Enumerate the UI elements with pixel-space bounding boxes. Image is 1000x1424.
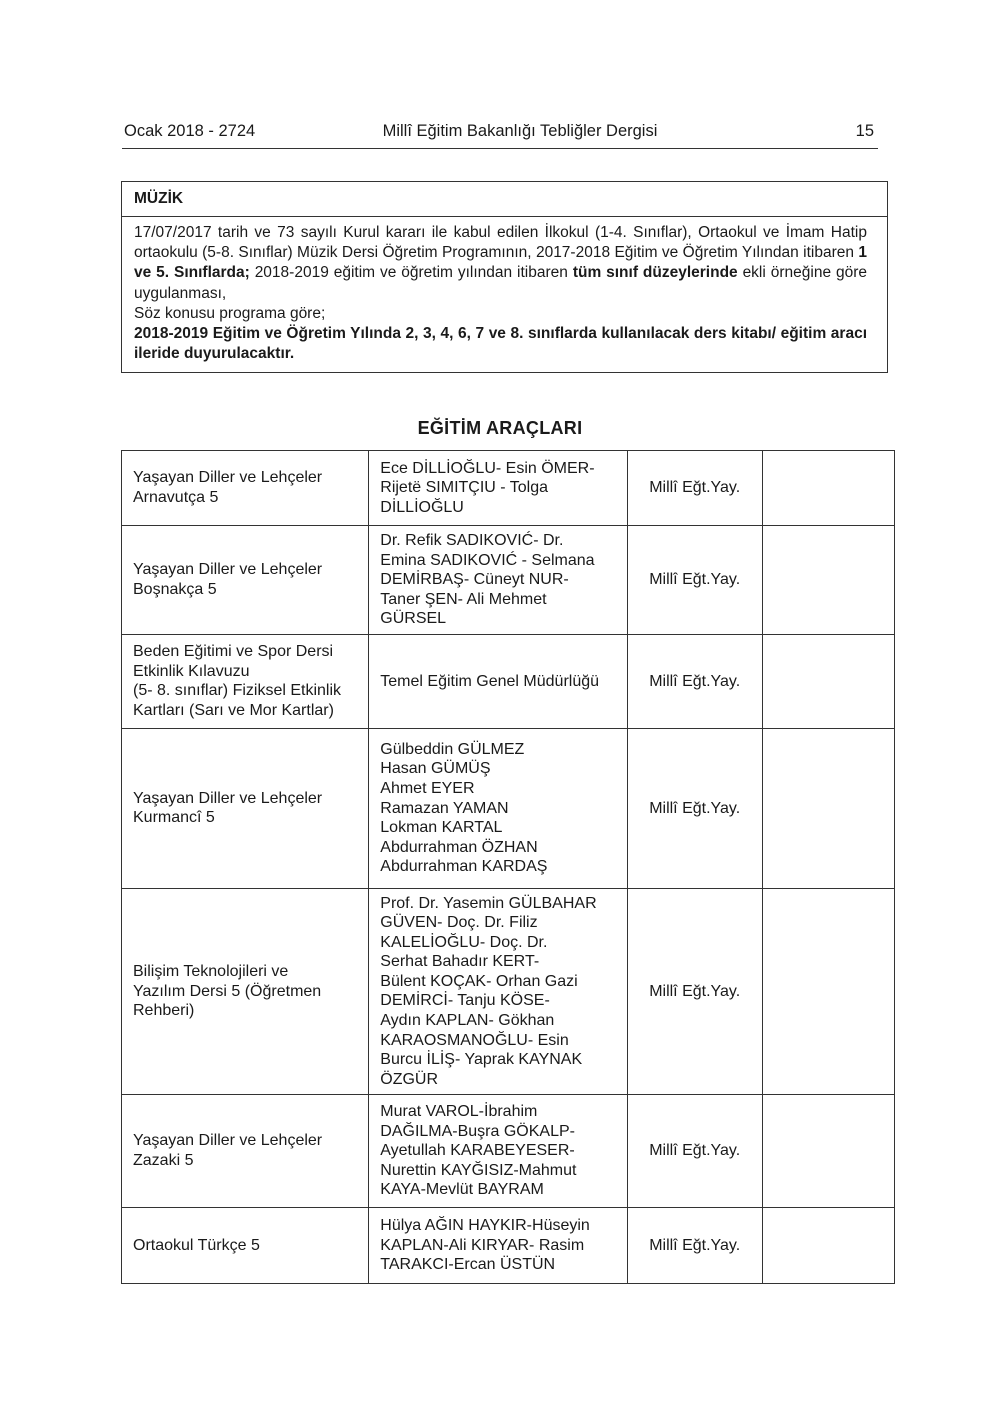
author-line: Temel Eğitim Genel Müdürlüğü <box>380 672 600 690</box>
author-line: Abdurrahman ÖZHAN <box>380 838 538 856</box>
tool-name-line: Yaşayan Diller ve Lehçeler <box>133 561 323 579</box>
author-line: Taner ŞEN- Ali Mehmet <box>380 590 547 608</box>
muzik-text: 2018-2019 eğitim ve öğretim yılından itibaren <box>249 264 573 282</box>
author-line: Ahmet EYER <box>380 780 475 798</box>
table-row <box>122 728 895 888</box>
tool-name-cell <box>122 526 369 635</box>
page-number: 15 <box>855 122 874 140</box>
tool-name-line: Arnavutça 5 <box>133 489 219 506</box>
author-line: TARAKCI-Ercan ÜSTÜN <box>380 1256 556 1274</box>
section-title: EĞİTİM ARAÇLARI <box>417 418 583 438</box>
author-line: Ramazan YAMAN <box>380 799 509 817</box>
tool-name-cell <box>122 1094 369 1207</box>
table-row <box>122 1207 895 1283</box>
empty-cell <box>762 634 894 728</box>
publisher-label: Millî Eğt.Yay. <box>649 479 741 497</box>
author-line: Murat VAROL-İbrahim <box>380 1102 538 1120</box>
author-line: Hasan GÜMÜŞ <box>380 760 491 778</box>
tool-name-line: Zazaki 5 <box>133 1151 194 1169</box>
author-line: Gülbeddin GÜLMEZ <box>380 740 525 758</box>
muzik-notice-box <box>121 181 888 373</box>
empty-cell <box>762 728 894 888</box>
empty-cell <box>762 526 894 635</box>
publisher-label: Millî Eğt.Yay. <box>649 672 741 690</box>
author-line: Lokman KARTAL <box>380 819 503 837</box>
muzik-paragraph-2: Söz konusu programa göre; <box>134 304 326 322</box>
author-line: KALELİOĞLU- Doç. Dr. <box>380 933 548 951</box>
author-line: Aydın KAPLAN- Gökhan <box>380 1012 555 1030</box>
authors-cell <box>369 451 628 526</box>
author-line: GÜRSEL <box>380 610 447 628</box>
author-line: DİLLİOĞLU <box>380 498 464 516</box>
tool-name-line: Yazılım Dersi 5 (Öğretmen <box>133 982 322 1000</box>
publisher-cell <box>627 1094 762 1207</box>
tool-name-line: Yaşayan Diller ve Lehçeler <box>133 1132 323 1150</box>
author-line: Dr. Refik SADIKOVIĆ- Dr. <box>380 532 564 549</box>
muzik-text: 17/07/2017 tarih ve 73 sayılı Kurul kararı ile kabul edilen İlkokul (1-4. Sınıflar), Ortaokul ve İmam Hatip ortaokulu (5-8. Sınıflar) Müzik Dersi Öğretim Programının, 2017-2018 Eğitim ve Öğretim Yılından itibaren <box>134 224 867 262</box>
publisher-label: Millî Eğt.Yay. <box>649 1142 741 1160</box>
muzik-bold-text: 1 ve 5. Sınıflarda; <box>134 244 867 282</box>
tool-name-line: Etkinlik Kılavuzu <box>133 662 250 680</box>
table-row <box>122 634 895 728</box>
author-line: Bülent KOÇAK- Orhan Gazi <box>380 972 578 990</box>
authors-cell <box>369 526 628 635</box>
publisher-cell <box>627 888 762 1094</box>
author-line: Serhat Bahadır KERT- <box>380 953 540 971</box>
tool-name-line: (5- 8. sınıflar) Fiziksel Etkinlik <box>133 682 342 700</box>
authors-cell <box>369 728 628 888</box>
muzik-paragraph-1 <box>134 223 867 304</box>
tool-name-line: Beden Eğitimi ve Spor Dersi <box>133 643 334 661</box>
author-line: Hülya AĞIN HAYKIR-Hüseyin <box>380 1217 590 1235</box>
author-line: Abdurrahman KARDAŞ <box>380 858 548 876</box>
tool-name-line: Bilişim Teknolojileri ve <box>133 963 289 981</box>
publisher-cell <box>627 1207 762 1283</box>
authors-cell <box>369 1207 628 1283</box>
table-row <box>122 1094 895 1207</box>
empty-cell <box>762 1094 894 1207</box>
page-header <box>122 120 878 149</box>
muzik-title: MÜZİK <box>122 182 887 217</box>
tool-name-cell <box>122 728 369 888</box>
author-line: GÜVEN- Doç. Dr. Filiz <box>380 914 538 932</box>
publisher-label: Millî Eğt.Yay. <box>649 799 741 817</box>
tool-name-line: Rehberi) <box>133 1002 195 1020</box>
author-line: Ece DİLLİOĞLU- Esin ÖMER- <box>380 459 595 477</box>
empty-cell <box>762 451 894 526</box>
author-line: Ayetullah KARABEYESER- <box>380 1142 575 1160</box>
empty-cell <box>762 1207 894 1283</box>
table-row <box>122 888 895 1094</box>
tool-name-line: Yaşayan Diller ve Lehçeler <box>133 469 323 487</box>
tool-name-line: Kurmancî 5 <box>133 809 215 827</box>
publisher-label: Millî Eğt.Yay. <box>649 571 741 589</box>
author-line: Burcu İLİŞ- Yaprak KAYNAK <box>380 1051 583 1069</box>
tool-name-line: Ortaokul Türkçe 5 <box>133 1236 260 1254</box>
publisher-cell <box>627 728 762 888</box>
authors-cell <box>369 634 628 728</box>
author-line: Prof. Dr. Yasemin GÜLBAHAR <box>380 894 597 912</box>
publisher-label: Millî Eğt.Yay. <box>649 982 741 1000</box>
author-line: KAYA-Mevlüt BAYRAM <box>380 1181 544 1199</box>
issue-label: Ocak 2018 - 2724 <box>124 122 256 140</box>
author-line: ÖZGÜR <box>380 1070 439 1088</box>
education-tools-table <box>121 450 895 1284</box>
muzik-text: ekli örneğine göre uygulanması, <box>134 264 867 302</box>
authors-cell <box>369 888 628 1094</box>
publisher-cell <box>627 634 762 728</box>
author-line: Rijetë SIMITÇIU - Tolga <box>380 479 549 497</box>
author-line: Emina SADIKOVIĆ - Selmana <box>380 551 595 569</box>
author-line: KAPLAN-Ali KIRYAR- Rasim <box>380 1236 585 1254</box>
publisher-label: Millî Eğt.Yay. <box>649 1236 741 1254</box>
tool-name-line: Yaşayan Diller ve Lehçeler <box>133 789 323 807</box>
tool-name-line: Boşnakça 5 <box>133 580 217 598</box>
journal-title: Millî Eğitim Bakanlığı Tebliğler Dergisi <box>382 122 658 140</box>
author-line: DEMİRCİ- Tanju KÖSE- <box>380 992 550 1010</box>
tool-name-cell <box>122 888 369 1094</box>
author-line: DEMİRBAŞ- Cüneyt NUR- <box>380 571 569 589</box>
author-line: DAĞILMA-Buşra GÖKALP- <box>380 1122 575 1140</box>
tool-name-cell <box>122 1207 369 1283</box>
publisher-cell <box>627 526 762 635</box>
author-line: KARAOSMANOĞLU- Esin <box>380 1031 569 1049</box>
table-row <box>122 451 895 526</box>
authors-cell <box>369 1094 628 1207</box>
empty-cell <box>762 888 894 1094</box>
publisher-cell <box>627 451 762 526</box>
muzik-paragraph-3 <box>134 324 867 364</box>
muzik-bold-text: 2018-2019 Eğitim ve Öğretim Yılında 2, 3, 4, 6, 7 ve 8. sınıflarda kullanılacak ders kitabı/ eğitim aracı ileride duyurulacaktır. <box>134 325 867 363</box>
table-row <box>122 526 895 635</box>
muzik-bold-text: tüm sınıf düzeylerinde <box>572 264 738 282</box>
tool-name-cell <box>122 451 369 526</box>
tool-name-line: Kartları (Sarı ve Mor Kartlar) <box>133 702 334 720</box>
tool-name-cell <box>122 634 369 728</box>
muzik-body <box>122 217 887 372</box>
author-line: Nurettin KAYĞISIZ-Mahmut <box>380 1161 577 1179</box>
